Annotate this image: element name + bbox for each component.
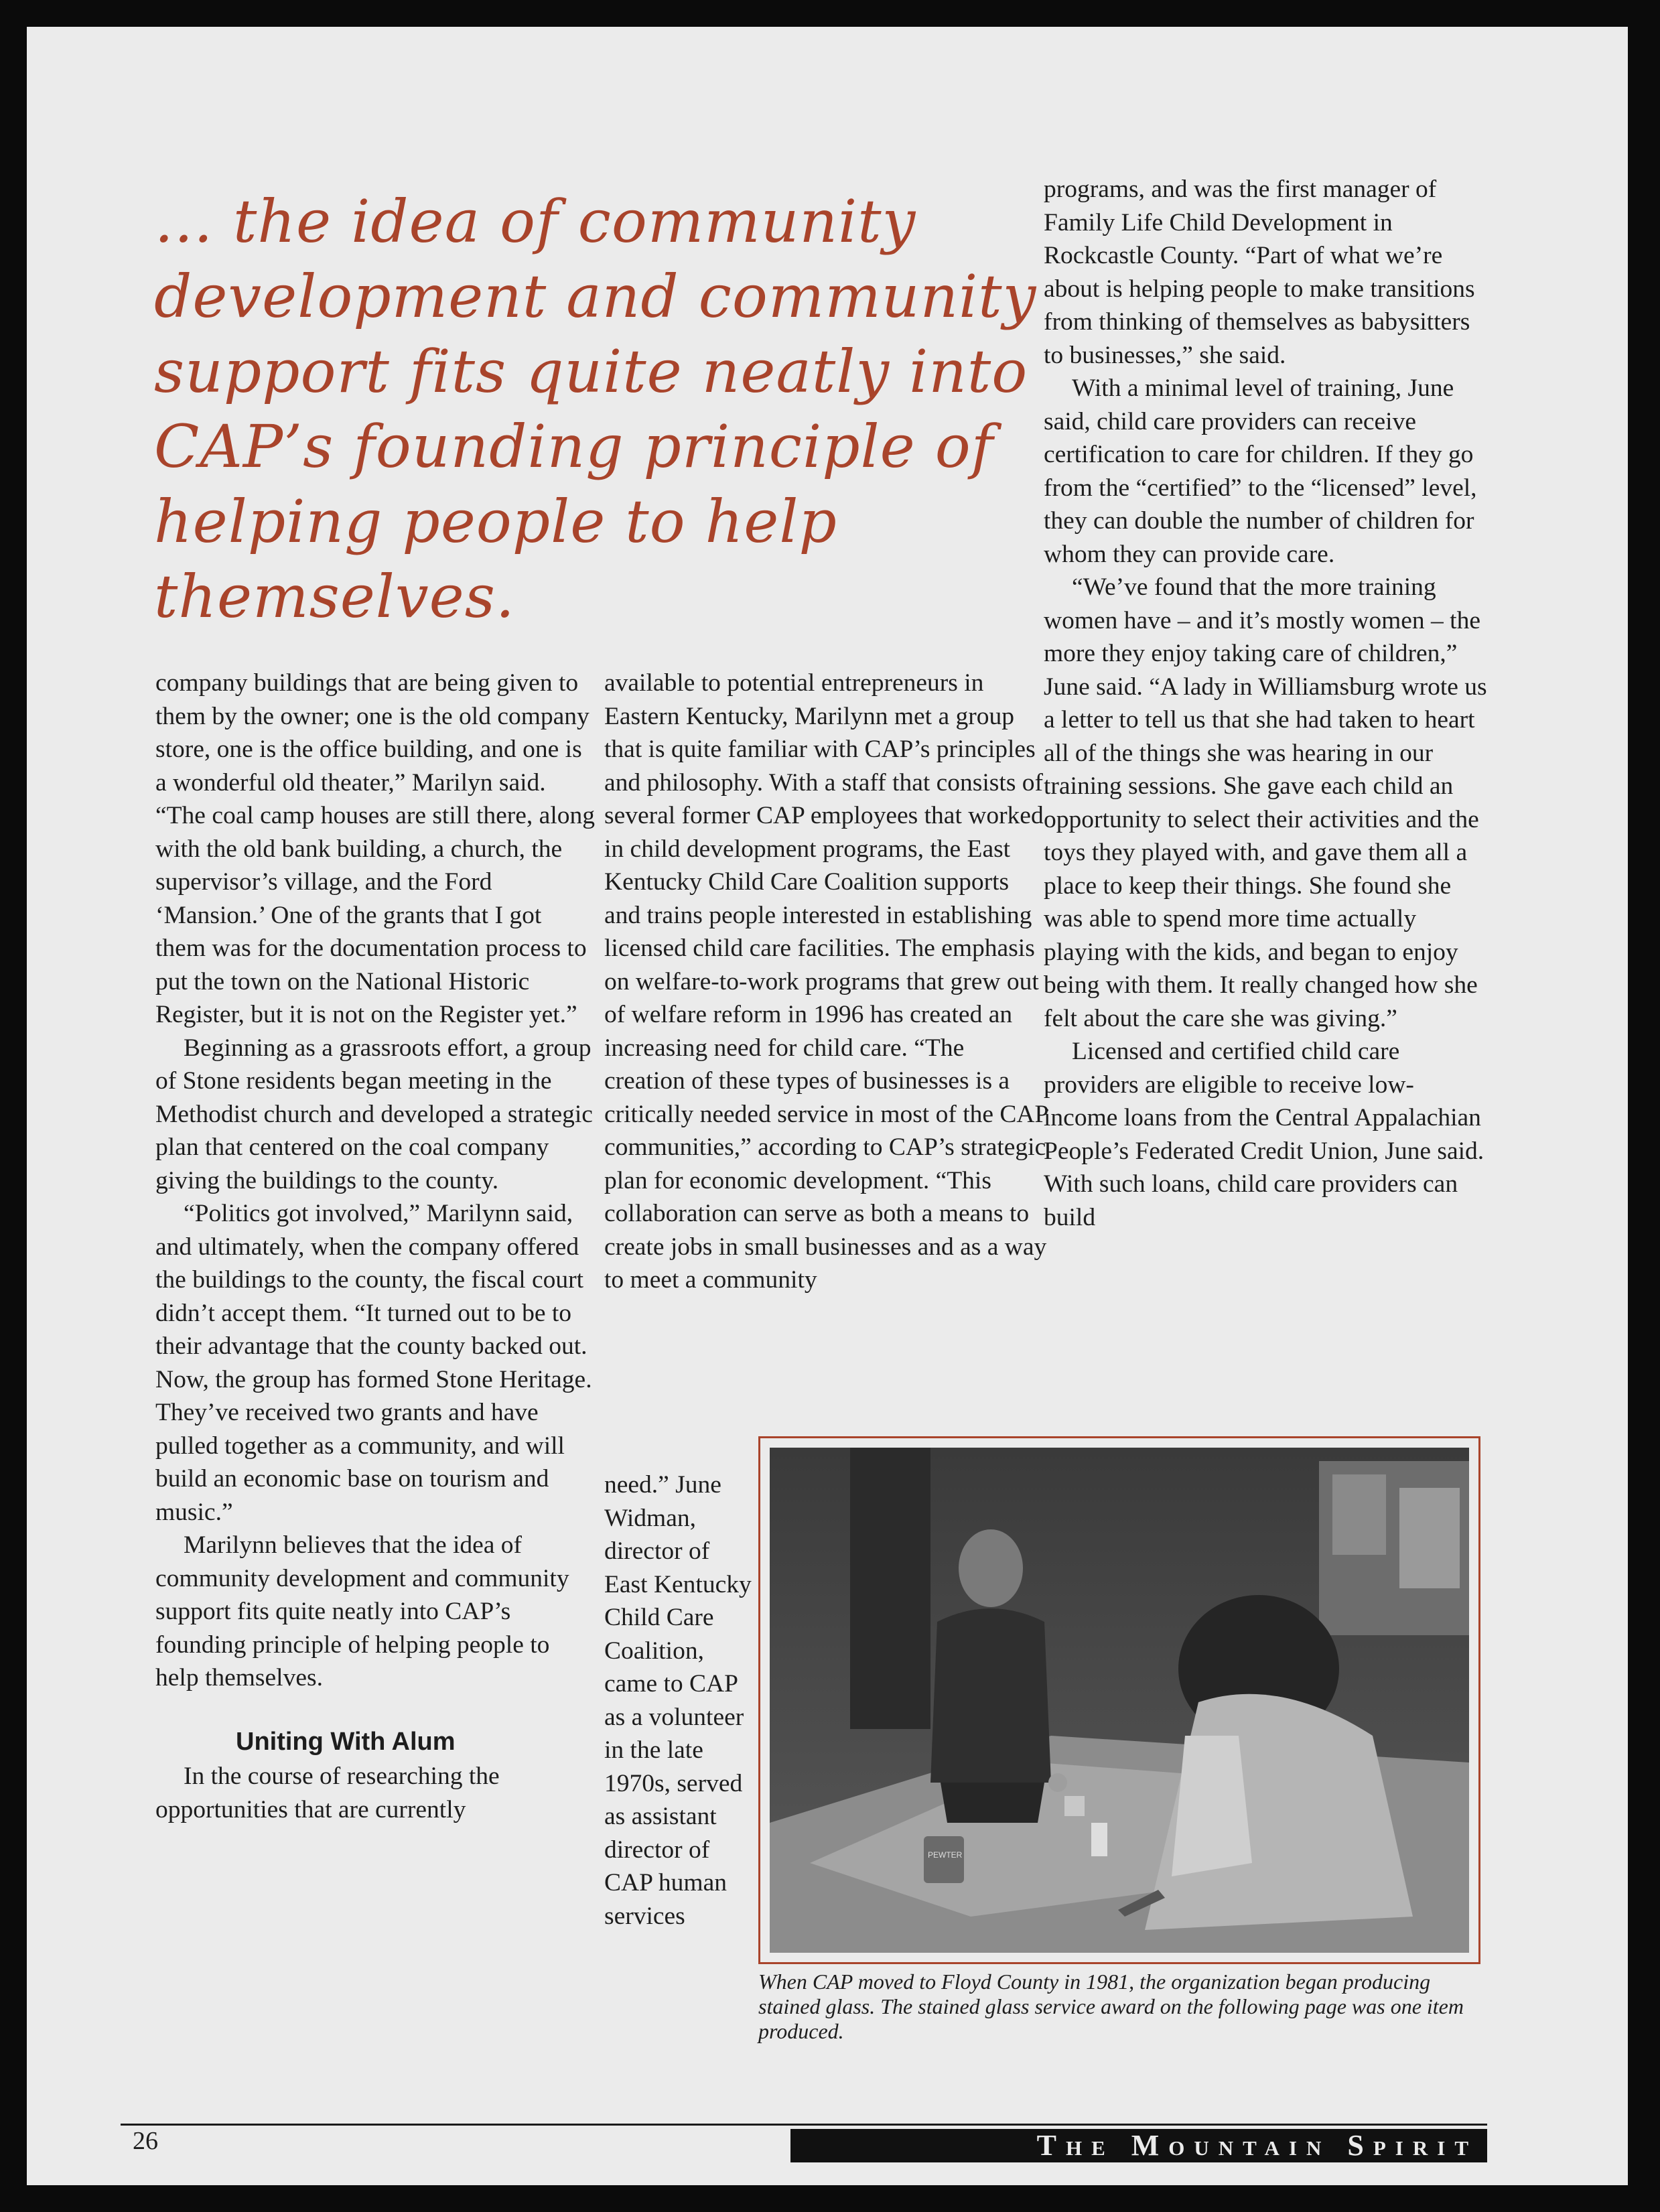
paragraph: programs, and was the first manager of Family Life Child Development in Rockcastle County. “Part of what we’re about is helping people to make transitions from thinking of themselves as babysitters to businesses,” she said. xyxy=(1044,176,1475,369)
photo-caption: When CAP moved to Floyd County in 1981, the organization began producing stained glass. The stained glass service award on the following page was one item produced. xyxy=(758,1969,1464,2043)
paragraph: Licensed and certified child care providers are eligible to receive low-income loans from the Central Appalachian People’s Federated Credit Union, June said. With such loans, child care providers can build xyxy=(1044,1038,1484,1231)
stained-glass-workshop-photo xyxy=(770,1448,1469,1953)
article-column-2-narrow xyxy=(604,1468,758,1933)
paragraph: “Politics got involved,” Marilynn said, and ultimately, when the company offered the buildings to the county, the fiscal court didn’t accept them. “It turned out to be to their advantage that the county backed out. Now, the group has formed Stone Heritage. They’ve received two grants and have pulled together as a community, and will build an economic base on tourism and music.” xyxy=(155,1200,592,1526)
paragraph: available to potential entrepreneurs in Eastern Kentucky, Marilynn met a group that is quite familiar with CAP’s principles and philosophy. With a staff that consists of several former CAP employees that worked in child development programs, the East Kentucky Child Care Coalition supports and trains people interested in establishing licensed child care facilities. The emphasis on welfare-to-work programs that grew out of welfare reform in 1996 has created an increasing need for child care. “The creation of these types of businesses is a critically needed service in most of the CAP communities,” according to CAP’s strategic plan for economic development. “This collaboration can serve as both a means to create jobs in small businesses and as a way to meet a community xyxy=(604,669,1048,1294)
pull-quote: … the idea of community development and community support fits quite neatly into CAP’s founding principle of helping people to help themselves. xyxy=(154,187,1037,631)
paragraph: Marilynn believes that the idea of community development and community support fits quite neatly into CAP’s founding principle of helping people to help themselves. xyxy=(155,1531,569,1691)
magazine-page xyxy=(27,27,1628,2185)
paragraph: With a minimal level of training, June said, child care providers can receive certification to care for children. If they go from the “certified” to the “licensed” level, they can double the number of children for whom they can provide care. xyxy=(1044,374,1477,568)
photo-frame xyxy=(758,1436,1480,1964)
paragraph: Beginning as a grassroots effort, a group of Stone residents began meeting in the Methodist church and developed a strategic plan that centered on the coal company giving the buildings to the county. xyxy=(155,1034,593,1194)
paragraph: need.” June Widman, director of East Kentucky Child Care Coalition, came to CAP as a volunteer in the late 1970s, served as assistant director of CAP human services xyxy=(604,1471,752,1930)
paragraph: company buildings that are being given to them by the owner; one is the old company store, one is the office building, and one is a wonderful old theater,” Marilyn said. “The coal camp houses are still there, along with the old bank building, a church, the supervisor’s village, and the Ford ‘Mansion.’ One of the grants that I got them was for the documentation process to put the town on the National Historic Register, but it is not on the Register yet.” xyxy=(155,669,595,1028)
footer-rule xyxy=(121,2124,1487,2126)
publication-masthead: The Mountain Spirit xyxy=(790,2129,1487,2162)
pewter-can-label: PEWTER xyxy=(928,1850,963,1860)
page-number: 26 xyxy=(133,2127,158,2155)
paragraph: “We’ve found that the more training women have – and it’s mostly women – the more they enjoy taking care of children,” June said. “A lady in Williamsburg wrote us a letter to tell us that she had taken to heart all of the things she was hearing in our training sessions. She gave each child an opportunity to select their activities and the toys they played with, and gave them all a place to keep their things. She found she was able to spend more time actually playing with the kids, and began to enjoy being with them. It really changed how she felt about the care she was giving.” xyxy=(1044,573,1487,1032)
photo-illustration xyxy=(770,1448,1469,1953)
paragraph: In the course of researching the opportunities that are currently xyxy=(155,1762,500,1823)
article-column-2 xyxy=(604,667,1050,1297)
article-column-1 xyxy=(155,667,598,1826)
subheading: Uniting With Alum xyxy=(236,1727,456,1756)
article-column-3 xyxy=(1044,173,1487,1234)
